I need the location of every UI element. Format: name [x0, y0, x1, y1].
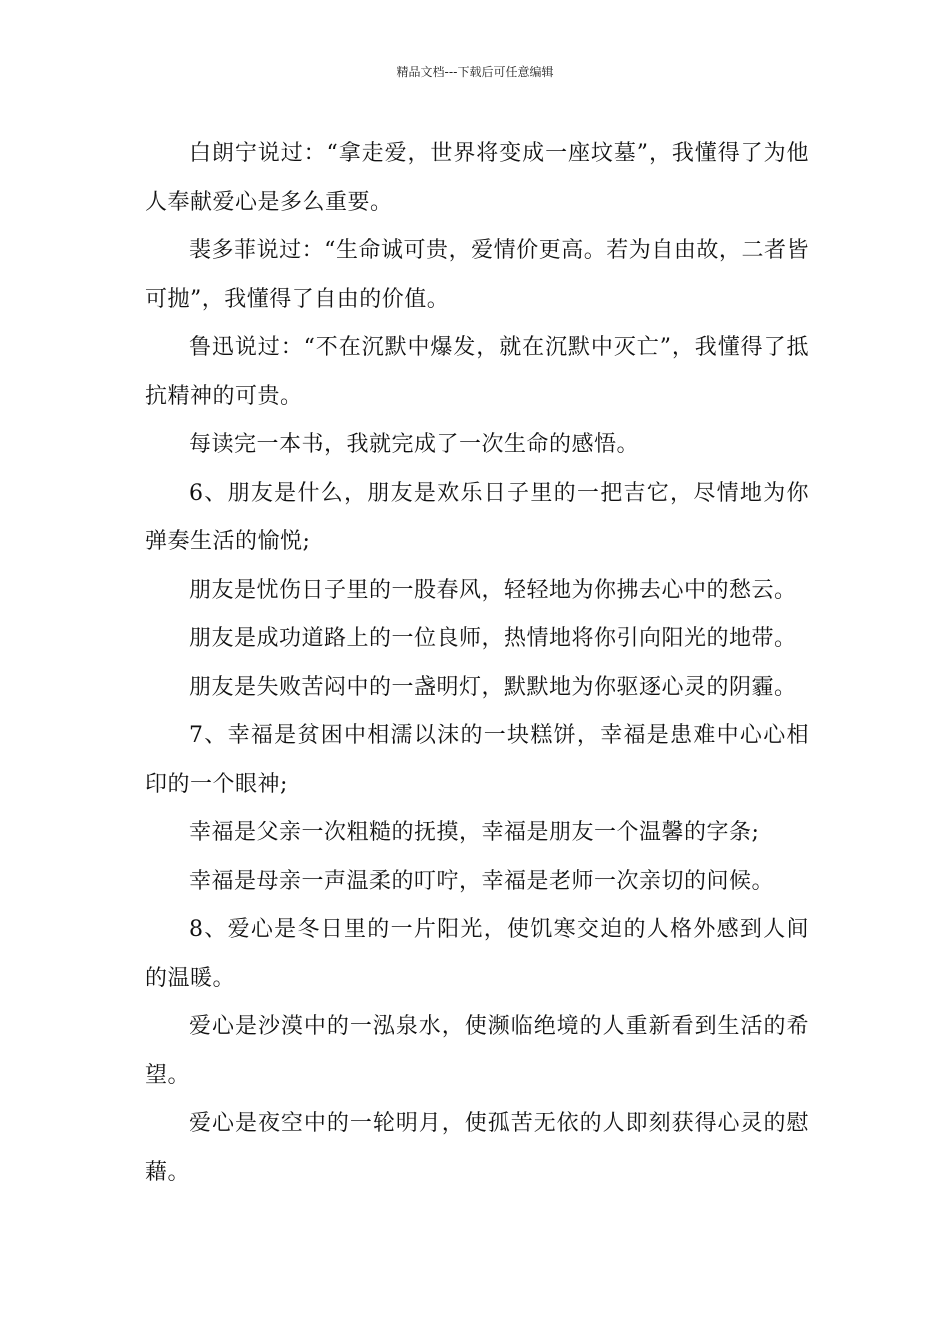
paragraph: 6、朋友是什么，朋友是欢乐日子里的一把吉它，尽情地为你弹奏生活的愉悦; — [145, 480, 809, 554]
paragraph: 8、爱心是冬日里的一片阳光，使饥寒交迫的人格外感到人间的温暖。 — [145, 917, 809, 991]
paragraph: 爱心是沙漠中的一泓泉水，使濒临绝境的人重新看到生活的希望。 — [145, 1014, 809, 1088]
paragraph: 裴多菲说过：“生命诚可贵，爱情价更高。若为自由故，二者皆可抛”，我懂得了自由的价值。 — [145, 238, 809, 312]
paragraph: 每读完一本书，我就完成了一次生命的感悟。 — [189, 432, 640, 457]
paragraph: 白朗宁说过：“拿走爱，世界将变成一座坟墓”，我懂得了为他人奉献爱心是多么重要。 — [145, 141, 809, 215]
paragraph: 7、幸福是贫困中相濡以沫的一块糕饼，幸福是患难中心心相印的一个眼神; — [145, 723, 809, 797]
paragraph: 朋友是忧伤日子里的一股春风，轻轻地为你拂去心中的愁云。 — [189, 577, 797, 603]
paragraph: 爱心是夜空中的一轮明月，使孤苦无依的人即刻获得心灵的慰藉。 — [145, 1111, 809, 1185]
page-header: 精品文档---下载后可任意编辑 — [396, 65, 554, 79]
paragraph: 鲁迅说过：“不在沉默中爆发，就在沉默中灭亡”，我懂得了抵抗精神的可贵。 — [145, 335, 809, 409]
paragraph: 幸福是母亲一声温柔的叮咛，幸福是老师一次亲切的问候。 — [189, 868, 775, 894]
paragraph: 朋友是失败苦闷中的一盏明灯，默默地为你驱逐心灵的阴霾。 — [189, 674, 797, 700]
paragraph: 朋友是成功道路上的一位良师，热情地将你引向阳光的地带。 — [189, 626, 797, 651]
document-body — [145, 130, 809, 1197]
paragraph: 幸福是父亲一次粗糙的抚摸，幸福是朋友一个温馨的字条; — [189, 820, 760, 845]
